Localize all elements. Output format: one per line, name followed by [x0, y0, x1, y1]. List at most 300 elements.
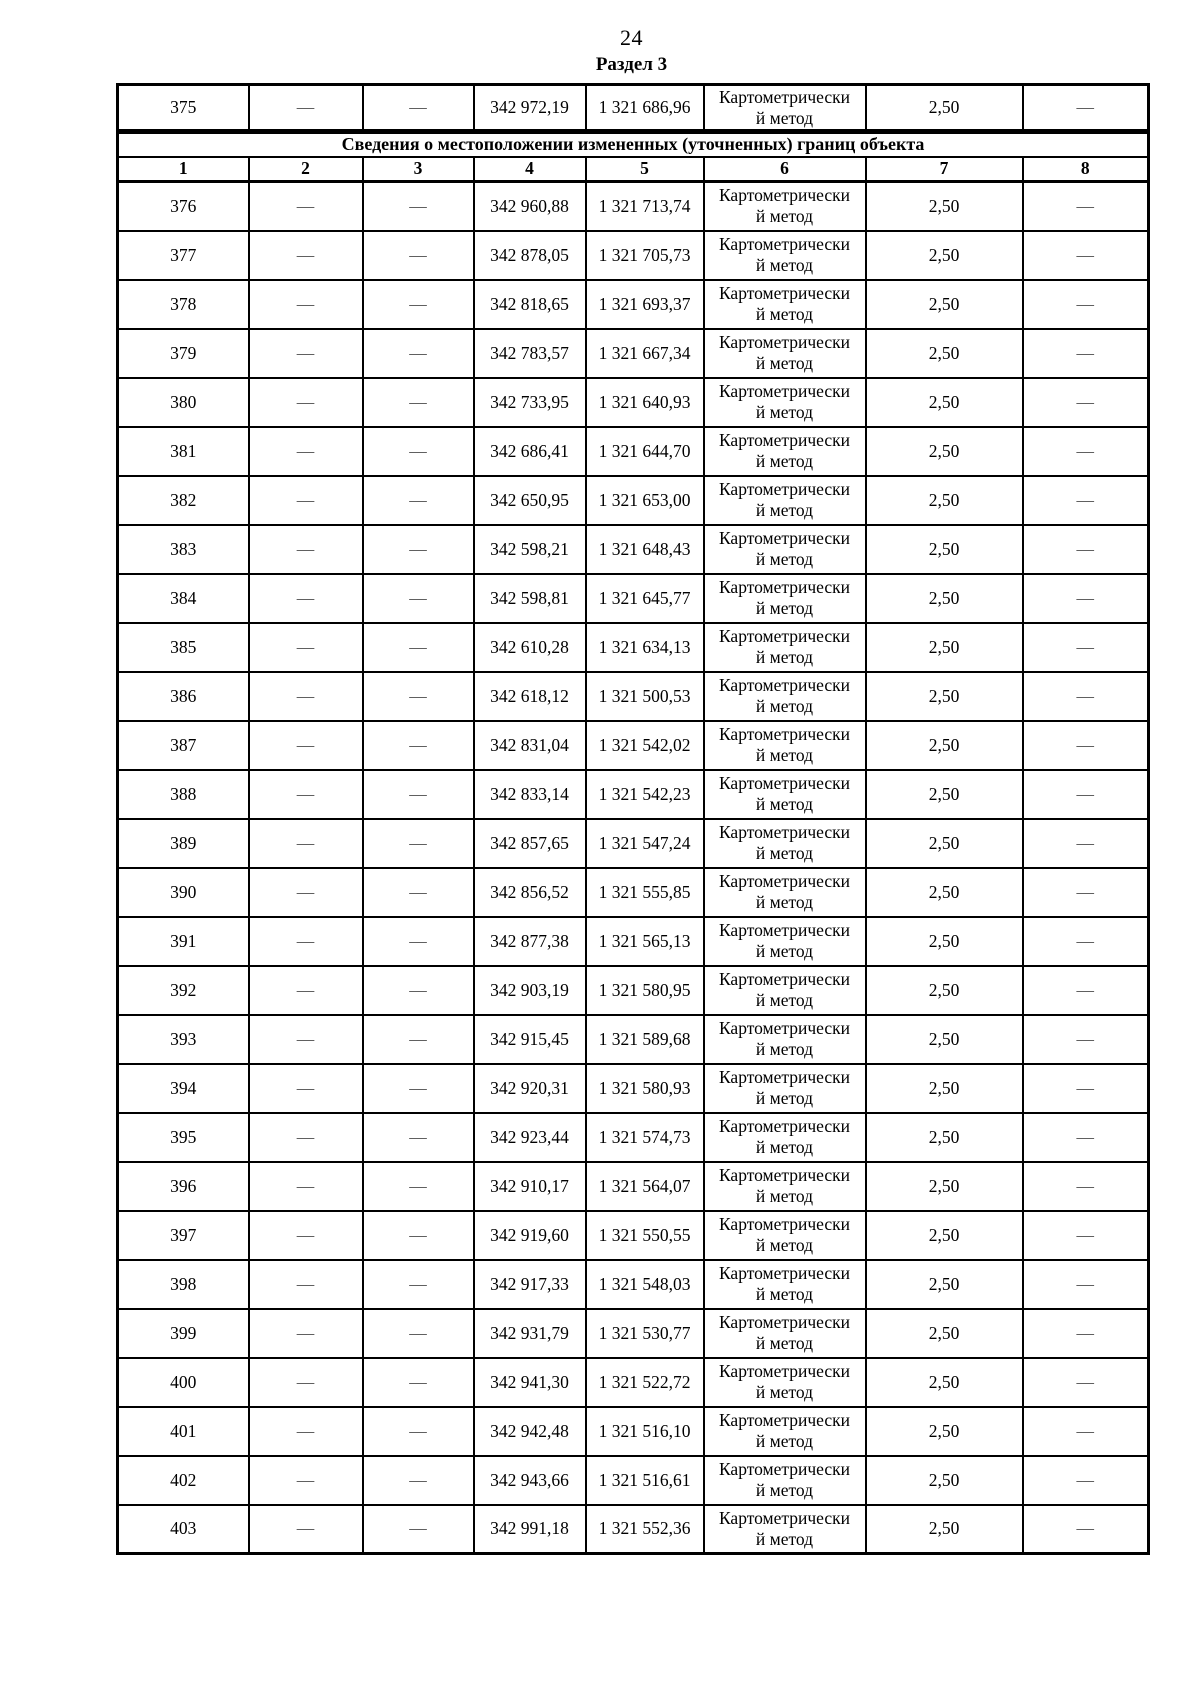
precision-value: 2,50: [928, 391, 960, 412]
empty-cell: [1023, 231, 1149, 280]
point-number-cell: [118, 1456, 249, 1505]
precision-cell: [866, 231, 1023, 280]
method-line-2: й метод: [755, 1480, 814, 1500]
method-line-1: Картометрически: [718, 1507, 851, 1528]
precision-value: 2,50: [928, 440, 960, 461]
precision-value: 2,50: [928, 195, 960, 216]
table-head-body: [118, 85, 1149, 182]
method-line-2: й метод: [755, 647, 814, 667]
precision-value: 2,50: [928, 97, 960, 117]
table-section-header: Сведения о местоположении измененных (уточненных) границ объекта: [118, 132, 1149, 157]
coordinate-x-cell: [474, 574, 586, 623]
method-line-1: Картометрически: [718, 381, 851, 401]
dash-placeholder: —: [409, 783, 427, 804]
coordinate-x: 342 686,41: [490, 440, 569, 461]
method-line-2: й метод: [755, 794, 814, 814]
precision-value: 2,50: [928, 538, 960, 559]
empty-cell: [1023, 280, 1149, 329]
point-number: 399: [170, 1322, 197, 1343]
empty-cell: [1023, 1015, 1149, 1064]
precision-value: 2,50: [928, 1518, 960, 1539]
table-row: [118, 1358, 1149, 1407]
column-number-cell: 3: [363, 157, 474, 182]
dash-placeholder: —: [296, 1028, 315, 1049]
table-body: [118, 182, 1149, 1554]
dash-placeholder: —: [1076, 1077, 1094, 1098]
dash-placeholder: —: [1076, 440, 1094, 461]
method-line-1: Картометрически: [718, 86, 851, 107]
precision-value: 2,50: [928, 1028, 960, 1049]
precision-value: 2,50: [928, 1371, 960, 1392]
empty-cell: [1023, 917, 1149, 966]
dash-placeholder: —: [1076, 1469, 1094, 1490]
coordinate-x-cell: [474, 85, 586, 132]
precision-value: 2,50: [928, 1126, 960, 1147]
coordinate-y-cell: [586, 427, 704, 476]
point-number: 395: [170, 1126, 197, 1147]
empty-cell: [249, 770, 363, 819]
coordinate-y-cell: [586, 329, 704, 378]
empty-cell: [249, 280, 363, 329]
precision-cell: [866, 182, 1023, 231]
method-line-1: Картометрически: [718, 1459, 851, 1479]
empty-cell: [1023, 1505, 1149, 1554]
coordinate-y-cell: [586, 182, 704, 231]
table-row-continuation: [118, 85, 1149, 132]
empty-cell: [249, 721, 363, 770]
method-line-1: Картометрически: [718, 920, 851, 940]
method-cell: [704, 1456, 866, 1505]
empty-cell: [363, 819, 474, 868]
method-line-2: й метод: [755, 1137, 814, 1157]
coordinate-y-cell: [586, 1211, 704, 1260]
point-number-cell: [118, 574, 249, 623]
precision-value: 2,50: [928, 293, 960, 314]
coordinate-x-cell: [474, 672, 586, 721]
empty-cell: [1023, 721, 1149, 770]
coordinate-y-cell: [586, 1260, 704, 1309]
precision-cell: [866, 623, 1023, 672]
point-number-cell: [118, 476, 249, 525]
empty-cell: [249, 574, 363, 623]
coordinate-y-cell: [586, 623, 704, 672]
method-cell: [704, 966, 866, 1015]
method-line-1: Картометрически: [718, 1018, 851, 1038]
dash-placeholder: —: [409, 685, 427, 706]
precision-cell: [866, 329, 1023, 378]
coordinate-y: 1 321 713,74: [598, 195, 691, 216]
method-cell: [704, 1260, 866, 1309]
coordinate-x-cell: [474, 1162, 586, 1211]
empty-cell: [363, 1309, 474, 1358]
point-number: 392: [170, 979, 197, 1000]
coordinate-x: 342 783,57: [490, 342, 569, 363]
dash-placeholder: —: [296, 342, 315, 363]
empty-cell: [249, 1309, 363, 1358]
point-number: 386: [170, 685, 197, 706]
coordinate-x-cell: [474, 525, 586, 574]
point-number-cell: [118, 868, 249, 917]
coordinate-x-cell: [474, 1113, 586, 1162]
dash-placeholder: —: [1076, 1028, 1094, 1049]
precision-cell: [866, 770, 1023, 819]
empty-cell: [363, 427, 474, 476]
table-row: [118, 868, 1149, 917]
point-number-cell: [118, 231, 249, 280]
coordinate-x: 342 831,04: [490, 734, 569, 755]
table-row: [118, 1113, 1149, 1162]
point-number-cell: [118, 672, 249, 721]
point-number: 381: [170, 440, 197, 461]
empty-cell: [1023, 868, 1149, 917]
dash-placeholder: —: [409, 195, 427, 216]
precision-cell: [866, 1260, 1023, 1309]
coordinate-x: 342 942,48: [490, 1420, 569, 1441]
empty-cell: [363, 182, 474, 231]
empty-cell: [249, 525, 363, 574]
table-row: [118, 329, 1149, 378]
empty-cell: [1023, 427, 1149, 476]
dash-placeholder: —: [409, 1077, 427, 1098]
precision-value: 2,50: [928, 1420, 960, 1441]
empty-cell: [1023, 1309, 1149, 1358]
empty-cell: [363, 672, 474, 721]
method-line-2: й метод: [755, 255, 814, 275]
method-line-1: Картометрически: [718, 1214, 851, 1234]
dash-placeholder: —: [1076, 97, 1094, 117]
method-cell: [704, 1407, 866, 1456]
point-number-cell: [118, 182, 249, 231]
method-line-1: Картометрически: [718, 430, 851, 450]
dash-placeholder: —: [1076, 1126, 1094, 1147]
dash-placeholder: —: [1076, 195, 1094, 216]
point-number: 377: [170, 244, 197, 265]
method-cell: [704, 819, 866, 868]
method-cell: [704, 280, 866, 329]
coordinate-x-cell: [474, 476, 586, 525]
method-cell: [704, 1015, 866, 1064]
precision-cell: [866, 280, 1023, 329]
column-number-cell: 7: [866, 157, 1023, 182]
dash-placeholder: —: [296, 1175, 315, 1196]
method-line-2: й метод: [755, 1186, 814, 1206]
precision-value: 2,50: [928, 734, 960, 755]
coordinate-y-cell: [586, 1505, 704, 1554]
dash-placeholder: —: [296, 244, 315, 265]
point-number: 397: [170, 1224, 197, 1245]
coordinate-x-cell: [474, 966, 586, 1015]
empty-cell: [249, 672, 363, 721]
dash-placeholder: —: [409, 734, 427, 755]
empty-cell: [1023, 623, 1149, 672]
empty-cell: [249, 329, 363, 378]
empty-cell: [1023, 1260, 1149, 1309]
method-cell: [704, 770, 866, 819]
empty-cell: [1023, 1211, 1149, 1260]
column-number-cell: 1: [118, 157, 249, 182]
coordinate-y-cell: [586, 770, 704, 819]
table-row: [118, 917, 1149, 966]
coordinate-y: 1 321 542,23: [598, 783, 691, 804]
dash-placeholder: —: [409, 636, 427, 657]
method-line-2: й метод: [755, 990, 814, 1010]
method-line-2: й метод: [755, 1235, 814, 1255]
dash-placeholder: —: [296, 1469, 315, 1490]
point-number: 394: [170, 1077, 197, 1098]
point-number: 383: [170, 538, 197, 559]
coordinate-x: 342 878,05: [490, 244, 569, 265]
coordinate-y: 1 321 653,00: [598, 489, 691, 510]
table-row: [118, 721, 1149, 770]
table-row: [118, 966, 1149, 1015]
method-cell: [704, 672, 866, 721]
dash-placeholder: —: [296, 1518, 315, 1539]
point-number-cell: [118, 525, 249, 574]
precision-cell: [866, 966, 1023, 1015]
coordinate-y-cell: [586, 85, 704, 132]
dash-placeholder: —: [1076, 244, 1094, 265]
empty-cell: [249, 966, 363, 1015]
dash-placeholder: —: [409, 1371, 427, 1392]
dash-placeholder: —: [1076, 881, 1094, 902]
method-line-1: Картометрически: [718, 528, 851, 548]
precision-cell: [866, 1162, 1023, 1211]
empty-cell: [363, 525, 474, 574]
point-number-cell: [118, 1015, 249, 1064]
dash-placeholder: —: [296, 538, 315, 559]
table-section-header-row: [118, 132, 1149, 157]
coordinates-table: [116, 83, 1150, 1555]
coordinate-y-cell: [586, 280, 704, 329]
precision-cell: [866, 917, 1023, 966]
dash-placeholder: —: [296, 1371, 315, 1392]
dash-placeholder: —: [296, 293, 315, 314]
method-cell: [704, 1309, 866, 1358]
method-line-1: Картометрически: [718, 1165, 851, 1185]
coordinate-y: 1 321 522,72: [598, 1371, 691, 1392]
empty-cell: [363, 476, 474, 525]
coordinate-y: 1 321 550,55: [598, 1224, 691, 1245]
coordinate-x: 342 917,33: [490, 1273, 569, 1294]
dash-placeholder: —: [296, 1273, 315, 1294]
dash-placeholder: —: [409, 538, 427, 559]
table-row: [118, 672, 1149, 721]
empty-cell: [363, 1505, 474, 1554]
empty-cell: [363, 1407, 474, 1456]
point-number-cell: [118, 1064, 249, 1113]
coordinate-y: 1 321 667,34: [598, 342, 691, 363]
precision-value: 2,50: [928, 636, 960, 657]
precision-cell: [866, 1064, 1023, 1113]
dash-placeholder: —: [296, 1322, 315, 1343]
coordinate-x: 342 877,38: [490, 930, 569, 951]
dash-placeholder: —: [409, 1126, 427, 1147]
point-number-cell: [118, 1211, 249, 1260]
coordinate-x: 342 598,81: [490, 587, 569, 608]
dash-placeholder: —: [409, 1469, 427, 1490]
point-number-cell: [118, 1113, 249, 1162]
point-number: 380: [170, 391, 197, 412]
empty-cell: [363, 378, 474, 427]
coordinate-y-cell: [586, 1407, 704, 1456]
coordinate-y: 1 321 634,13: [598, 636, 691, 657]
method-line-1: Картометрически: [718, 675, 851, 695]
coordinate-x-cell: [474, 770, 586, 819]
table-row: [118, 1407, 1149, 1456]
empty-cell: [1023, 85, 1149, 132]
precision-cell: [866, 1505, 1023, 1554]
coordinate-y: 1 321 574,73: [598, 1126, 691, 1147]
point-number-cell: [118, 1260, 249, 1309]
dash-placeholder: —: [409, 342, 427, 363]
dash-placeholder: —: [1076, 734, 1094, 755]
coordinate-x: 342 941,30: [490, 1371, 569, 1392]
table-row: [118, 1260, 1149, 1309]
coordinate-x: 342 931,79: [490, 1322, 569, 1343]
empty-cell: [1023, 1456, 1149, 1505]
method-line-2: й метод: [755, 941, 814, 961]
dash-placeholder: —: [1076, 538, 1094, 559]
dash-placeholder: —: [409, 293, 427, 314]
method-line-2: й метод: [755, 451, 814, 471]
table-row: [118, 1456, 1149, 1505]
method-cell: [704, 427, 866, 476]
coordinate-x-cell: [474, 1407, 586, 1456]
empty-cell: [363, 770, 474, 819]
point-number: 384: [170, 587, 197, 608]
point-number-cell: [118, 427, 249, 476]
method-line-1: Картометрически: [718, 332, 851, 352]
column-number-cell: 8: [1023, 157, 1149, 182]
dash-placeholder: —: [296, 440, 315, 461]
dash-placeholder: —: [1076, 1322, 1094, 1343]
dash-placeholder: —: [1076, 832, 1094, 853]
point-number: 378: [170, 293, 197, 314]
precision-value: 2,50: [928, 1077, 960, 1098]
coordinate-y-cell: [586, 574, 704, 623]
coordinate-y-cell: [586, 1309, 704, 1358]
dash-placeholder: —: [296, 587, 315, 608]
empty-cell: [363, 574, 474, 623]
point-number-cell: [118, 280, 249, 329]
precision-cell: [866, 819, 1023, 868]
dash-placeholder: —: [1076, 1224, 1094, 1245]
point-number: 379: [170, 342, 197, 363]
coordinate-y-cell: [586, 476, 704, 525]
precision-value: 2,50: [928, 1224, 960, 1245]
empty-cell: [1023, 1358, 1149, 1407]
point-number-cell: [118, 966, 249, 1015]
coordinate-y: 1 321 644,70: [598, 440, 691, 461]
dash-placeholder: —: [1076, 1371, 1094, 1392]
precision-value: 2,50: [928, 979, 960, 1000]
precision-cell: [866, 1211, 1023, 1260]
coordinate-y-cell: [586, 1113, 704, 1162]
dash-placeholder: —: [1076, 342, 1094, 363]
coordinate-x-cell: [474, 1456, 586, 1505]
coordinate-y-cell: [586, 1456, 704, 1505]
method-cell: [704, 329, 866, 378]
empty-cell: [363, 1260, 474, 1309]
method-line-2: й метод: [755, 843, 814, 863]
coordinate-y: 1 321 548,03: [598, 1273, 691, 1294]
coordinate-x-cell: [474, 182, 586, 231]
precision-cell: [866, 476, 1023, 525]
dash-placeholder: —: [1076, 587, 1094, 608]
coordinate-x-cell: [474, 1358, 586, 1407]
precision-value: 2,50: [928, 587, 960, 608]
empty-cell: [249, 1407, 363, 1456]
coordinate-x: 342 991,18: [490, 1518, 569, 1539]
dash-placeholder: —: [296, 832, 315, 853]
empty-cell: [363, 85, 474, 132]
column-number-cell: 5: [586, 157, 704, 182]
coordinate-x-cell: [474, 868, 586, 917]
coordinate-x-cell: [474, 231, 586, 280]
dash-placeholder: —: [1076, 636, 1094, 657]
coordinate-x-cell: [474, 378, 586, 427]
coordinate-y-cell: [586, 672, 704, 721]
dash-placeholder: —: [409, 489, 427, 510]
coordinate-y: 1 321 547,24: [598, 832, 691, 853]
coordinate-y: 1 321 500,53: [598, 685, 691, 706]
method-cell: [704, 623, 866, 672]
column-numbers-row: [118, 157, 1149, 182]
method-cell: [704, 378, 866, 427]
table-row: [118, 231, 1149, 280]
precision-value: 2,50: [928, 881, 960, 902]
table-row: [118, 1309, 1149, 1358]
method-line-2: й метод: [755, 598, 814, 618]
coordinate-x-cell: [474, 721, 586, 770]
method-cell: [704, 1113, 866, 1162]
coordinate-x: 342 923,44: [490, 1126, 569, 1147]
dash-placeholder: —: [409, 1028, 427, 1049]
coordinate-y: 1 321 564,07: [598, 1175, 691, 1196]
dash-placeholder: —: [296, 1224, 315, 1245]
method-line-2: й метод: [755, 353, 814, 373]
precision-cell: [866, 427, 1023, 476]
column-number-cell: 6: [704, 157, 866, 182]
dash-placeholder: —: [1076, 930, 1094, 951]
dash-placeholder: —: [1076, 979, 1094, 1000]
empty-cell: [249, 231, 363, 280]
method-cell: [704, 1211, 866, 1260]
empty-cell: [249, 1260, 363, 1309]
dash-placeholder: —: [296, 930, 315, 951]
empty-cell: [363, 280, 474, 329]
coordinate-x-cell: [474, 1309, 586, 1358]
precision-cell: [866, 378, 1023, 427]
precision-cell: [866, 574, 1023, 623]
empty-cell: [249, 1456, 363, 1505]
coordinate-x: 342 915,45: [490, 1028, 569, 1049]
empty-cell: [249, 1211, 363, 1260]
coordinate-y-cell: [586, 525, 704, 574]
method-cell: [704, 868, 866, 917]
empty-cell: [249, 182, 363, 231]
coordinate-y: 1 321 693,37: [598, 293, 691, 314]
point-number-cell: [118, 623, 249, 672]
method-line-1: Картометрически: [718, 577, 851, 597]
empty-cell: [249, 1113, 363, 1162]
method-line-2: й метод: [755, 1333, 814, 1353]
table-row: [118, 476, 1149, 525]
dash-placeholder: —: [409, 587, 427, 608]
coordinate-x: 342 618,12: [490, 685, 569, 706]
point-number: 398: [170, 1273, 197, 1294]
method-line-2: й метод: [755, 206, 814, 227]
